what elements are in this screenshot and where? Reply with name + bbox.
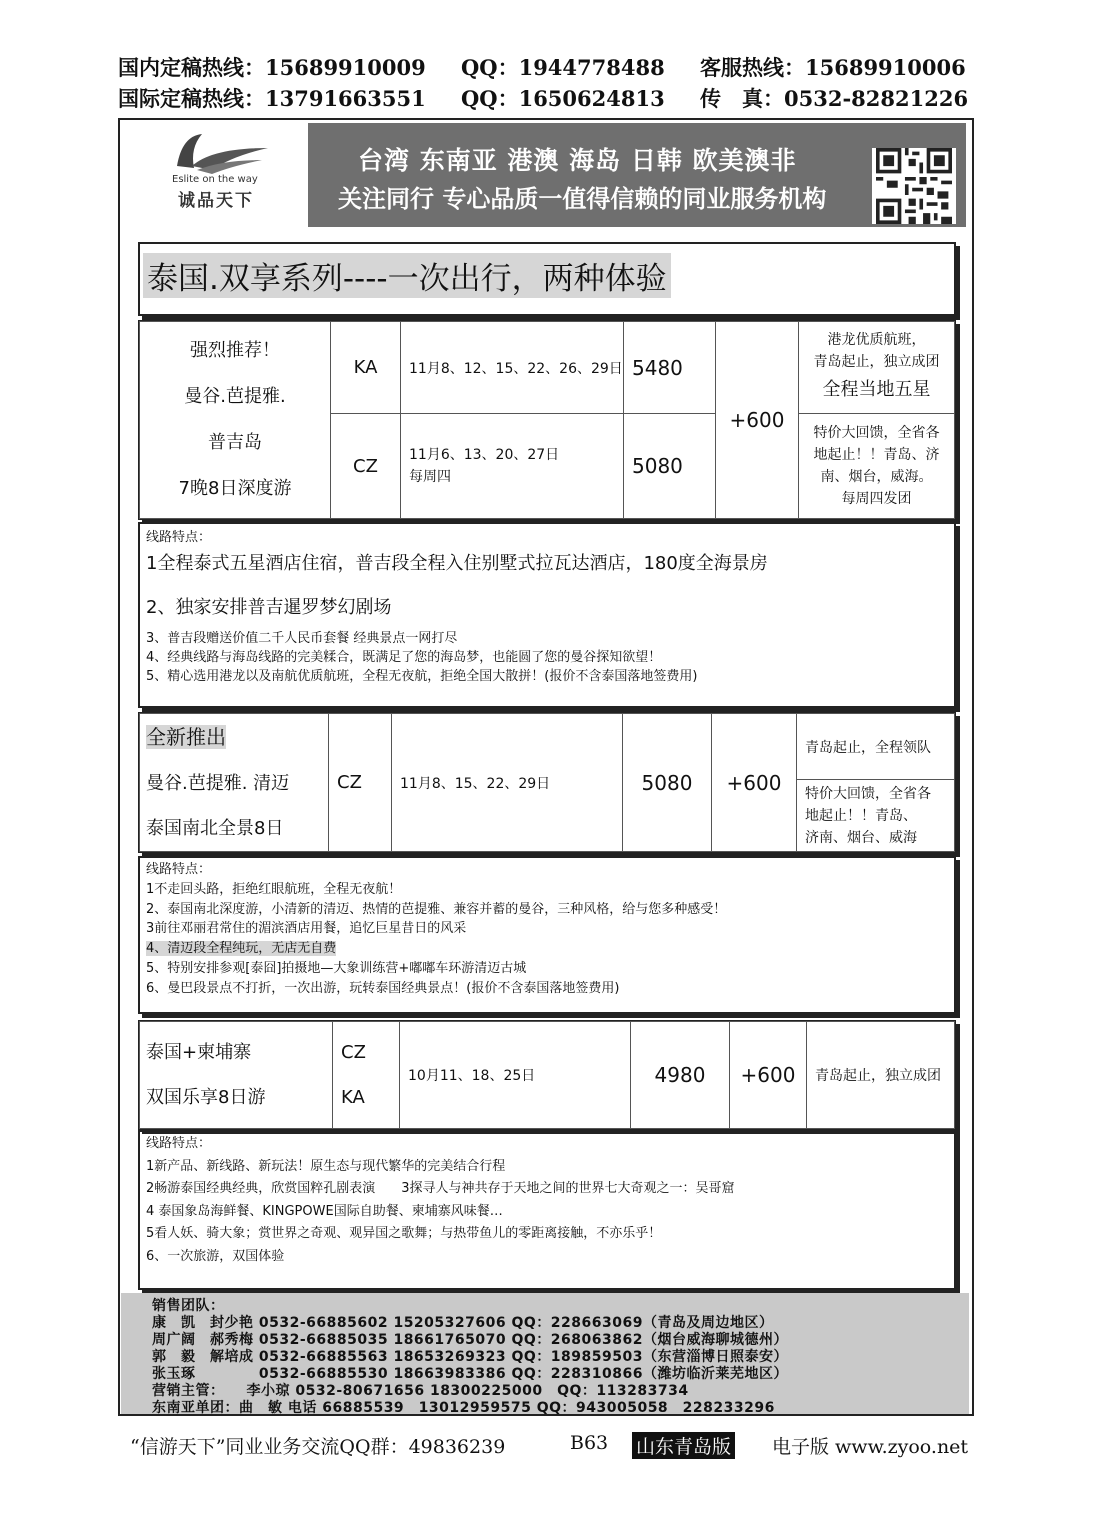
note-line: 港龙优质航班，	[827, 331, 926, 348]
feature-item: 6、一次旅游，双国体验	[146, 1248, 285, 1264]
service-hotline: 客服热线：15689910006	[700, 55, 966, 80]
note-line: 特价大回馈，全省各	[813, 425, 940, 441]
feature-item: 4、清迈段全程纯玩，无店无自费	[146, 941, 337, 957]
product1-name	[140, 322, 331, 519]
feature-item: 2、独家安排普吉暹罗梦幻剧场	[146, 597, 392, 618]
product3-duration: 双国乐享8日游	[146, 1087, 266, 1108]
feature-item: 4、经典线路与海岛线路的完美糅合，既满足了您的海岛梦，也能圆了您的曼谷探知欲望！	[146, 650, 662, 665]
footer-qq-group: “信游天下”同业业务交流QQ群：49836239	[130, 1436, 506, 1458]
sales-line: 康 凯 封少艳 0532-66885602 15205327606 QQ：228663069（青岛及周边地区）	[152, 1315, 774, 1331]
note-line: 济南、烟台、威海	[805, 829, 917, 846]
sales-line: 营销主管： 李小琼 0532-80671656 18300225000 QQ：113283734	[152, 1383, 689, 1399]
logo-slogan: Eslite on the way	[172, 174, 258, 185]
features-label: 线路特点：	[146, 862, 212, 877]
feature-item: 3前往邓丽君常住的湄滨酒店用餐，追忆巨星昔日的风采	[146, 921, 467, 937]
product3-note: 青岛起止，独立成团	[807, 1022, 955, 1129]
note-line: 青岛起止，独立成团	[813, 353, 940, 370]
qr-code-icon	[872, 148, 956, 224]
dates-line: 11月6、13、20、27日	[409, 447, 560, 463]
page-title: 泰国.双享系列----一次出行，两种体验	[143, 253, 671, 298]
note-line: 南、烟台，威海。	[820, 469, 933, 485]
product2-note-1: 青岛起止，全程领队	[797, 714, 955, 780]
product1-route-b: 普吉岛	[208, 432, 262, 453]
sales-line: 张玉琢 0532-66885530 18663983386 QQ：228310866（潍坊临沂莱芜地区）	[152, 1366, 788, 1382]
features3	[146, 1133, 735, 1268]
product2-price: 5080	[623, 714, 712, 852]
product2-route: 曼谷.芭提雅. 清迈	[146, 772, 290, 794]
feature-item: 6、曼巴段景点不打折，一次出游，玩转泰国经典景点！(报价不含泰国落地签费用)	[146, 980, 620, 996]
note-line: 特价大回馈，全省各	[805, 785, 931, 802]
product1-tag: 强烈推荐！	[190, 340, 280, 361]
footer-page: B63	[570, 1432, 609, 1454]
product2-name	[140, 714, 329, 852]
product3-airlines	[333, 1022, 400, 1129]
feature-item: 4 泰国象岛海鲜餐、KINGPOWE国际自助餐、柬埔寨风味餐…	[146, 1203, 503, 1219]
sales-line: 周广阔 郝秀梅 0532-66885035 18661765070 QQ：268063862（烟台威海聊城德州）	[152, 1332, 788, 1348]
feature-item: 2畅游泰国经典经典，欣赏国粹孔剧表演 3探寻人与神共存于天地之间的世界七大奇观之一：吴哥窟	[146, 1181, 735, 1196]
domestic-hotline: 国内定稿热线：15689910009	[118, 55, 426, 80]
product3-price: 4980	[631, 1022, 730, 1129]
product1-airline-1: KA	[331, 322, 401, 414]
banner-destinations: 台湾 东南亚 港澳 海岛 日韩 欧美澳非	[358, 146, 797, 175]
product3-route: 泰国+柬埔寨	[146, 1042, 252, 1063]
banner-motto: 关注同行 专心品质一值得信赖的同业服务机构	[338, 185, 827, 213]
product2-tag: 全新推出	[146, 724, 226, 749]
footer-site[interactable]: 电子版 www.zyoo.net	[772, 1436, 969, 1458]
fax: 传 真：0532-82821226	[700, 86, 969, 111]
product3-dates: 10月11、18、25日	[400, 1022, 631, 1129]
product1-table	[139, 321, 955, 519]
product1-extra: +600	[716, 322, 799, 519]
features1	[146, 528, 768, 686]
banner	[308, 123, 966, 227]
product1-route-a: 曼谷.芭提雅.	[184, 386, 286, 407]
wing-logo-icon	[172, 126, 272, 176]
sales-team	[121, 1293, 969, 1414]
product1-note-2	[799, 414, 955, 519]
product2-extra: +600	[712, 714, 797, 852]
footer-edition: 山东青岛版	[632, 1432, 735, 1459]
note-highlight: 全程当地五星	[822, 378, 931, 400]
intl-qq: QQ：1650624813	[461, 86, 665, 111]
product1-note-1	[799, 322, 955, 414]
sales-label: 销售团队：	[152, 1298, 225, 1314]
feature-item: 2、泰国南北深度游，小清新的清迈、热情的芭提雅、兼容并蓄的曼谷，三种风格，给与您多种感受！	[146, 901, 727, 917]
note-line: 地起止！！青岛、	[805, 807, 917, 824]
product3-name	[140, 1022, 333, 1129]
sales-line: 郭 毅 解培成 0532-66885563 18653269323 QQ：189859503（东营淄博日照泰安）	[152, 1349, 788, 1365]
features2	[146, 860, 726, 999]
domestic-qq: QQ：1944778488	[461, 55, 665, 80]
airline-code: KA	[341, 1087, 365, 1108]
product3-table	[139, 1021, 955, 1129]
product2-airline: CZ	[329, 714, 392, 852]
note-line: 每周四发团	[841, 491, 912, 507]
intl-hotline: 国际定稿热线：13791663551	[118, 86, 426, 111]
airline-code: CZ	[341, 1042, 366, 1063]
features-label: 线路特点：	[146, 1136, 212, 1151]
product1-airline-2: CZ	[331, 414, 401, 519]
product1-dates-1: 11月8、12、15、22、26、29日	[401, 322, 624, 414]
dates-line: 每周四	[409, 469, 451, 485]
product1-dates-2	[401, 414, 624, 519]
feature-item: 5、精心选用港龙以及南航优质航班，全程无夜航，拒绝全国大散拼！(报价不含泰国落地签费用)	[146, 669, 698, 684]
product1-duration: 7晚8日深度游	[178, 478, 292, 499]
features-label: 线路特点：	[146, 530, 212, 545]
feature-item: 1新产品、新线路、新玩法！原生态与现代繁华的完美结合行程	[146, 1158, 506, 1174]
logo-name: 诚品天下	[178, 191, 254, 211]
feature-item: 1不走回头路，拒绝红眼航班，全程无夜航！	[146, 881, 402, 897]
product1-price-1: 5480	[624, 322, 716, 414]
sales-line: 东南亚单团：曲 敏 电话 66885539 13012959575 QQ：943005058 228233296	[152, 1400, 775, 1416]
feature-item: 5看人妖、骑大象；赏世界之奇观、观异国之歌舞；与热带鱼儿的零距离接触，不亦乐乎！	[146, 1226, 662, 1241]
feature-item: 1全程泰式五星酒店住宿，普吉段全程入住别墅式拉瓦达酒店，180度全海景房	[146, 553, 768, 574]
product2-dates: 11月8、15、22、29日	[392, 714, 623, 852]
product3-extra: +600	[730, 1022, 807, 1129]
feature-item: 3、普吉段赠送价值二千人民币套餐 经典景点一网打尽	[146, 631, 458, 646]
feature-item: 5、特别安排参观[泰囧]拍摄地—大象训练营+嘟嘟车环游清迈古城	[146, 960, 527, 976]
product2-duration: 泰国南北全景8日	[146, 817, 284, 839]
note-line: 地起止！！青岛、济	[813, 447, 940, 463]
product2-table	[139, 713, 955, 852]
product2-note-2	[797, 780, 955, 852]
product1-price-2: 5080	[624, 414, 716, 519]
